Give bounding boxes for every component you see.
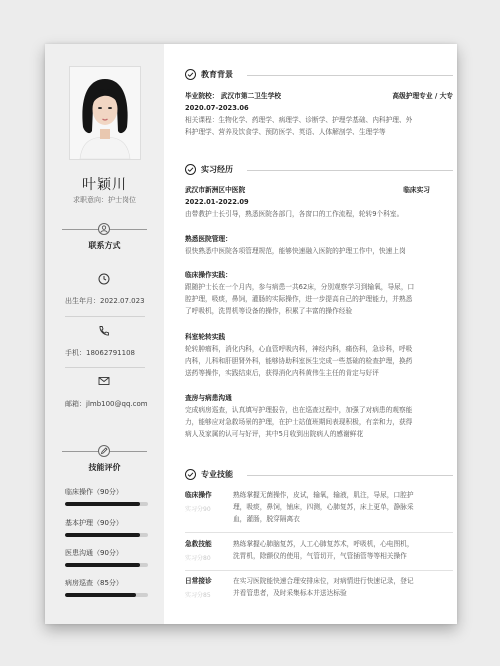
skill-name: 急救技能 bbox=[185, 540, 212, 548]
hospital-name: 武汉市新洲区中医院 bbox=[185, 186, 246, 194]
phone-number[interactable]: 手机：18062791108 bbox=[65, 349, 135, 357]
candidate-name: 叶颖川 bbox=[82, 177, 127, 193]
experience-line: 很快熟悉中医院各项管理规范，能够快速融入医院的护理工作中，快速上岗 bbox=[185, 247, 406, 255]
skill-bar-fill bbox=[65, 502, 140, 506]
resume-page bbox=[45, 44, 457, 624]
experience-line: 了呼吸机，洗胃机等设备的操作，积累了丰富的操作经验 bbox=[185, 307, 353, 315]
skill-score: 实习分90 bbox=[185, 506, 211, 513]
experience-line: 跟随护士长在一个月内，参与病患一共62床，分别观察学习到输氧，导尿，口 bbox=[185, 283, 415, 291]
experience-line: 送药等操作，实践结束后，获得消化内科黄伟生主任的肯定与好评 bbox=[185, 369, 379, 377]
internship-summary: 由带教护士长引导，熟悉医院各部门，各窗口的工作流程，轮转9个科室。 bbox=[185, 210, 404, 218]
divider bbox=[247, 475, 453, 476]
divider bbox=[185, 570, 453, 571]
skill-bar bbox=[65, 593, 148, 597]
email-address[interactable]: 邮箱：jlmb100@qq.com bbox=[65, 400, 148, 408]
check-circle-icon bbox=[185, 164, 196, 175]
experience-line: 轮转肿瘤科，消化内科，心血管呼吸内科，神经内科，痛伤科，急诊科，呼吸 bbox=[185, 345, 413, 353]
experience-line: 完成病房巡查，认真填写护理报告，也在巡查过程中，加强了对病患的观察能 bbox=[185, 406, 413, 414]
sidebar bbox=[45, 44, 164, 624]
check-circle-icon bbox=[185, 69, 196, 80]
divider bbox=[65, 367, 145, 368]
skill-label: 临床操作（90分） bbox=[65, 488, 123, 496]
skill-bar bbox=[65, 563, 148, 567]
divider bbox=[247, 170, 453, 171]
education-title: 教育背景 bbox=[201, 70, 233, 79]
divider bbox=[65, 316, 145, 317]
clock-icon bbox=[97, 272, 111, 286]
pro-skills-title: 专业技能 bbox=[201, 470, 233, 479]
skill-label: 医患沟通（90分） bbox=[65, 549, 123, 557]
skill-bar-fill bbox=[65, 533, 140, 537]
courses-line: 科护理学、营养及饮食学、预防医学、英语、人体解剖学、生理学等 bbox=[185, 128, 386, 136]
phone-icon bbox=[97, 324, 111, 338]
skill-bar bbox=[65, 502, 148, 506]
experience-heading: 查房与病患沟通 bbox=[185, 394, 232, 402]
experience-heading: 临床操作实践： bbox=[185, 271, 232, 279]
internship-title: 实习经历 bbox=[201, 165, 233, 174]
pro-skills-header bbox=[185, 469, 453, 483]
education-period: 2020.07-2023.06 bbox=[185, 104, 249, 112]
skill-label: 基本护理（90分） bbox=[65, 519, 123, 527]
skill-bar bbox=[65, 533, 148, 537]
experience-line: 病人及家属的认可与好评，其中5月收到出院病人的感谢鲜花 bbox=[185, 430, 364, 438]
main-content bbox=[164, 44, 457, 624]
job-intent: 求职意向：护士岗位 bbox=[73, 196, 136, 204]
skill-desc-line: 血，灌肠，脱穿隔离衣 bbox=[233, 515, 300, 523]
experience-line: 力，能够应对急救场景的护理，在护士站值班期间表现积极，有亲和力，获得 bbox=[185, 418, 413, 426]
divider bbox=[247, 75, 453, 76]
skill-bar-fill bbox=[65, 593, 136, 597]
internship-header bbox=[185, 164, 453, 178]
skill-name: 日常接诊 bbox=[185, 577, 212, 585]
skill-desc-line: 并看管患者，及时采集标本并送达标验 bbox=[233, 589, 347, 597]
skill-desc-line: 熟练掌握心肺脑复苏，人工心肺复苏术，呼吸机，心电图机， bbox=[233, 540, 414, 548]
skill-bar-fill bbox=[65, 563, 140, 567]
internship-role: 临床实习 bbox=[403, 186, 430, 194]
education-header bbox=[185, 69, 453, 83]
skill-desc-line: 熟练掌握无菌操作，皮试，输氧，输液，肌注，导尿，口腔护 bbox=[233, 491, 414, 499]
divider bbox=[185, 532, 453, 533]
school-name: 毕业院校： 武汉市第二卫生学校 bbox=[185, 92, 281, 100]
courses-line: 相关课程：生物化学、药理学、病理学、诊断学、护理学基础、内科护理、外 bbox=[185, 116, 413, 124]
skill-desc-line: 理，吸痰，鼻饲，铺床，四测，心肺复苏，床上更单，静脉采 bbox=[233, 503, 414, 511]
skill-name: 临床操作 bbox=[185, 491, 212, 499]
experience-heading: 科室轮转实践 bbox=[185, 333, 226, 341]
skill-desc-line: 在实习医院能快速合理安排床位，对病情进行快速记录，登记 bbox=[233, 577, 414, 585]
degree: 高级护理专业 / 大专 bbox=[392, 92, 453, 100]
experience-line: 内科，儿科和肝胆肾外科，能够协助科室医生完成一些基础的检查护理，换药 bbox=[185, 357, 413, 365]
check-circle-icon bbox=[185, 469, 196, 480]
user-icon bbox=[98, 223, 110, 235]
profile-photo bbox=[69, 66, 141, 160]
skill-label: 病房巡查（85分） bbox=[65, 579, 123, 587]
birth-date: 出生年月：2022.07.023 bbox=[65, 297, 145, 305]
internship-period: 2022.01-2022.09 bbox=[185, 198, 249, 206]
skill-desc-line: 洗胃机，除颤仪的使用，气管切开，气管插管等等相关操作 bbox=[233, 552, 407, 560]
skill-score: 实习分85 bbox=[185, 592, 211, 599]
experience-line: 腔护理，吸痰，鼻饲，灌肠的实际操作，进一步提高自己的护理能力，并熟悉 bbox=[185, 295, 413, 303]
pen-icon bbox=[98, 445, 110, 457]
experience-heading: 熟悉医院管理： bbox=[185, 235, 232, 243]
contact-title: 联系方式 bbox=[88, 241, 121, 250]
mail-icon bbox=[97, 374, 111, 388]
skills-rating-title: 技能评价 bbox=[88, 463, 121, 472]
skill-score: 实习分80 bbox=[185, 555, 211, 562]
